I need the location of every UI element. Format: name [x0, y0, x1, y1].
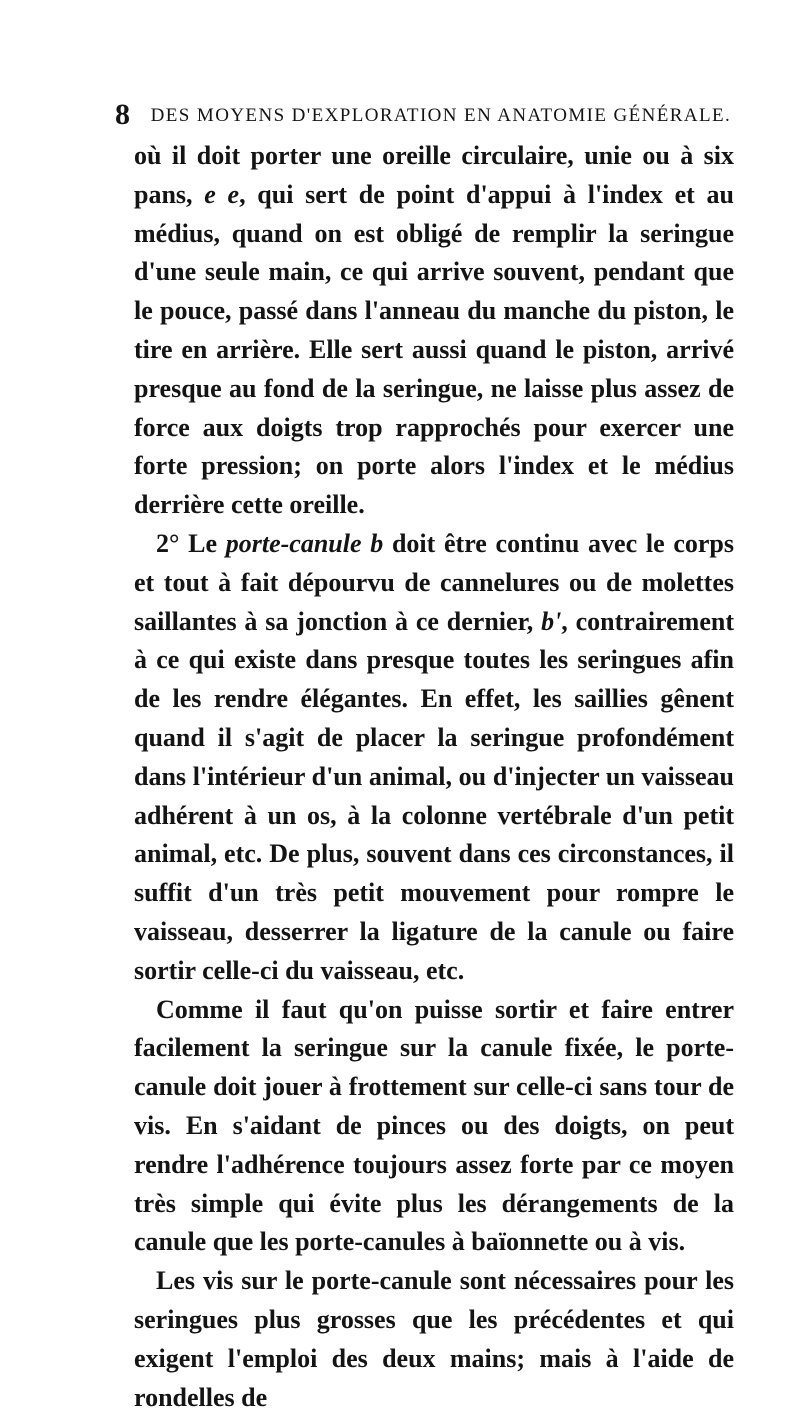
- page-number: 8: [115, 98, 130, 131]
- paragraph-text: , qui sert de point d'appui à l'index et au médius, quand on est obligé de remplir la seringue d'une seule main, ce qui arrive souvent, pendant que le pouce, passé dans l'anneau du manche du piston, le tire en arrière. Elle sert aussi quand le piston, arrivé presque au fond de la seringue, ne laisse plus assez de force aux doigts trop rapprochés pour exercer une forte pression; on porte alors l'index et le médius derrière cette oreille.: [134, 179, 734, 520]
- paragraph-2: [134, 525, 734, 991]
- paragraph-text: où il doit porter une oreille circulaire, unie ou à six pans,: [134, 141, 734, 209]
- running-title: DES MOYENS D'EXPLORATION EN ANATOMIE GÉNÉRALE.: [150, 105, 732, 126]
- paragraph-text: 2° Le: [156, 528, 226, 558]
- paragraph-1: [134, 137, 734, 525]
- paragraph-text: doit être continu avec le corps et tout à fait dépourvu de cannelures ou de molettes saillantes à sa jonction à ce dernier,: [134, 528, 734, 636]
- body-text: [134, 137, 734, 1417]
- paragraph-3: Comme il faut qu'on puisse sortir et faire entrer facilement la seringue sur la canule fixée, le porte-canule doit jouer à frottement sur celle-ci sans tour de vis. En s'aidant de pinces ou des doigts, on peut rendre l'adhérence toujours assez forte par ce moyen très simple qui évite plus les dérangements de la canule que les porte-canules à baïonnette ou à vis.: [134, 994, 734, 1257]
- italic-reference: b': [541, 606, 562, 636]
- paragraph-4: Les vis sur le porte-canule sont nécessaires pour les seringues plus grosses que les précédentes et qui exigent l'emploi des deux mains; mais à l'aide de rondelles de: [134, 1266, 734, 1412]
- page-header: [115, 98, 732, 132]
- italic-reference: e e: [204, 179, 240, 209]
- paragraph-text: , contrairement à ce qui existe dans presque toutes les seringues afin de les rendre élégantes. En effet, les saillies gênent quand il s'agit de placer la seringue profondément dans l'intérieur d'un animal, ou d'injecter un vaisseau adhérent à un os, à la colonne vertébrale d'un petit animal, etc. De plus, souvent dans ces circonstances, il suffit d'un très petit mouvement pour rompre le vaisseau, desserrer la ligature de la canule ou faire sortir celle-ci du vaisseau, etc.: [134, 606, 734, 985]
- italic-term: porte-canule b: [225, 528, 384, 558]
